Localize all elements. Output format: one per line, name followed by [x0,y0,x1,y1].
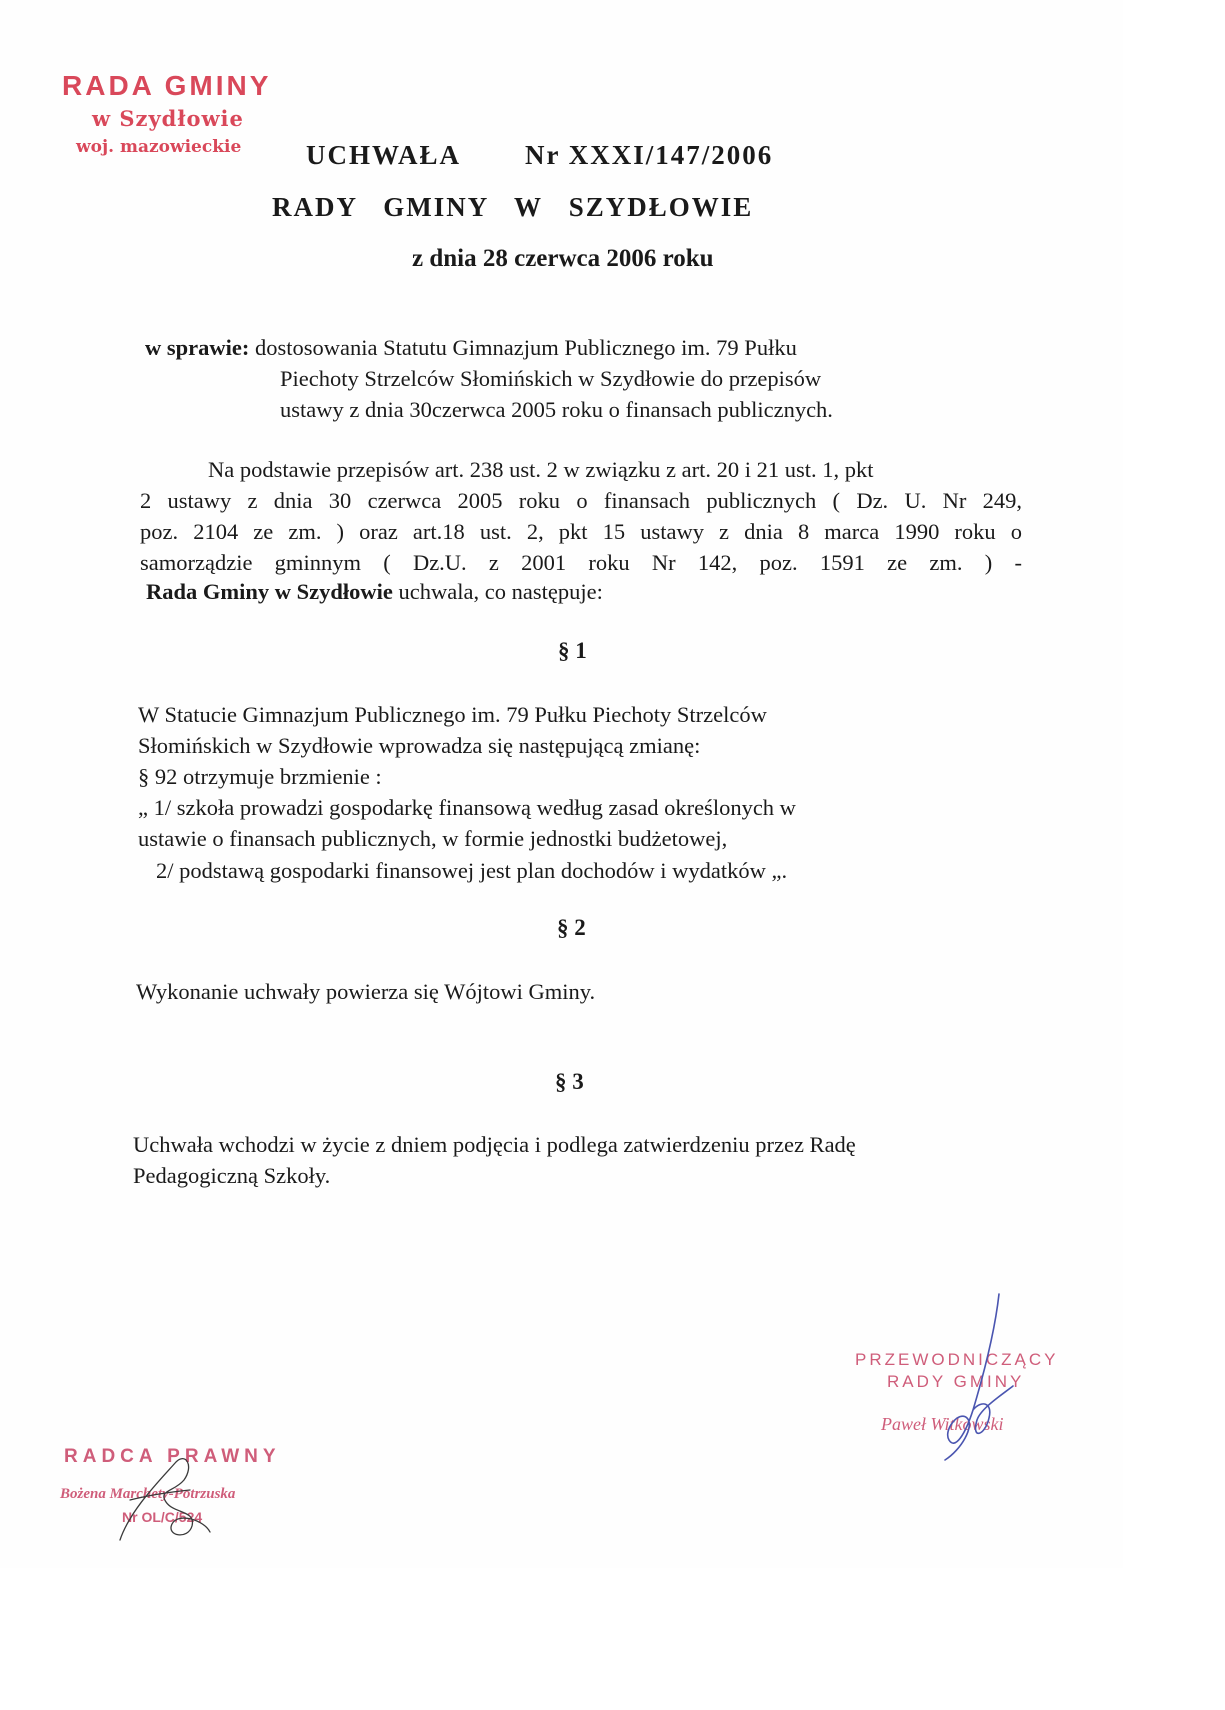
resolution-number: Nr XXXI/147/2006 [525,140,774,170]
basis-line-1: Na podstawie przepisów art. 238 ust. 2 w związku z art. 20 i 21 ust. 1, pkt [208,457,874,482]
legal-counsel-number: Nr OL/C/524 [122,1509,203,1525]
council-stamp-name: RADA GMINY [62,70,272,101]
resolution-title-word: UCHWAŁA [306,140,462,170]
basis-line-4: samorządzie gminnym ( Dz.U. z 2001 roku Nr 142, poz. 1591 ze zm. ) - [140,550,1022,575]
legal-counsel-signature [100,1440,220,1550]
council-name-bold: Rada Gminy w Szydłowie [146,579,393,604]
basis-line-5-rest: uchwala, co następuje: [392,579,603,604]
resolution-date: z dnia 28 czerwca 2006 roku [412,245,714,272]
subject-block [145,332,985,363]
council-heading: RADY GMINY W SZYDŁOWIE [272,192,754,222]
section-3-line-1: Uchwała wchodzi w życie z dniem podjęcia i podlega zatwierdzeniu przez Radę [133,1132,856,1157]
legal-counsel-title: RADCA PRAWNY [64,1446,281,1467]
council-stamp-place: w Szydłowie [92,106,244,131]
section-1-line-6: 2/ podstawą gospodarki finansowej jest plan dochodów i wydatków „. [156,858,788,883]
council-stamp [58,70,298,157]
subject-line-1: dostosowania Statutu Gimnazjum Publicznego im. 79 Pułku [254,335,797,360]
basis-line-5 [146,576,603,607]
section-1-heading: § 1 [558,638,587,663]
council-stamp-region: woj. mazowieckie [76,137,242,157]
basis-line-3: poz. 2104 ze zm. ) oraz art.18 ust. 2, pkt 15 ustawy z dnia 8 marca 1990 roku o [140,519,1022,544]
section-3-line-2: Pedagogiczną Szkoły. [133,1163,331,1188]
subject-line-3: ustawy z dnia 30czerwca 2005 roku o finansach publicznych. [280,397,833,422]
section-1-line-5: ustawie o finansach publicznych, w formie jednostki budżetowej, [138,826,728,851]
chairman-stamp-name: Paweł Witkowski [881,1414,1004,1434]
section-1-line-1: W Statucie Gimnazjum Publicznego im. 79 Pułku Piechoty Strzelców [138,702,767,727]
basis-line-2: 2 ustawy z dnia 30 czerwca 2005 roku o finansach publicznych ( Dz. U. Nr 249, [140,488,1022,513]
subject-label: w sprawie: [145,335,250,360]
chairman-stamp-title: PRZEWODNICZĄCY [855,1350,1059,1369]
section-1-line-3: § 92 otrzymuje brzmienie : [138,764,382,789]
section-2-text: Wykonanie uchwały powierza się Wójtowi Gminy. [136,979,596,1004]
chairman-stamp-council: RADY GMINY [887,1372,1025,1391]
section-1-line-2: Słomińskich w Szydłowie wprowadza się następującą zmianę: [138,733,701,758]
section-2-heading: § 2 [557,915,586,940]
section-3-heading: § 3 [555,1069,584,1094]
subject-line-2: Piechoty Strzelców Słomińskich w Szydłowie do przepisów [280,366,822,391]
section-1-line-4: „ 1/ szkoła prowadzi gospodarkę finansową według zasad określonych w [138,795,796,820]
chairman-signature [915,1290,1025,1480]
legal-counsel-name: Bożena Marchety-Potrzuska [60,1486,236,1502]
